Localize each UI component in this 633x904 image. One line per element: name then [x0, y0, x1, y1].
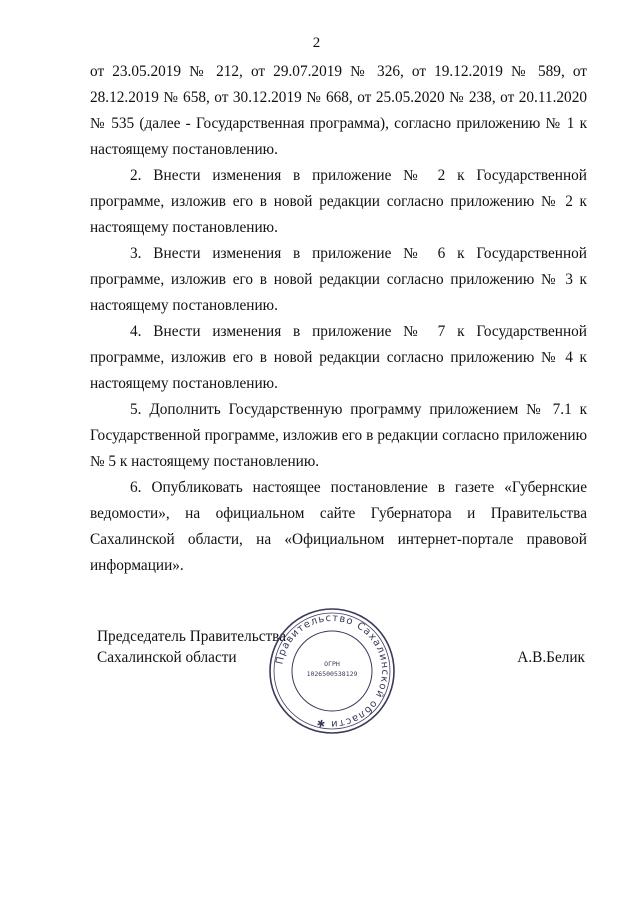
signatory-title-line1: Председатель Правительства — [97, 628, 286, 645]
svg-text:1026500538129: 1026500538129 — [306, 670, 358, 678]
signatory-name: А.В.Белик — [517, 649, 585, 666]
paragraph-item-6: 6. Опубликовать настоящее постановление в газете «Губернские ведомости», на официальном сайте Губернатора и Правительства Сахалинской области, на «Официальном интернет-портале правовой информации». — [90, 479, 587, 574]
page-number: 2 — [312, 35, 321, 51]
svg-text:Правительство Сахалинской обла: Правительство Сахалинской области ✱ — [274, 612, 391, 730]
signature-block — [97, 626, 286, 668]
paragraph-continuation: от 23.05.2019 № 212, от 29.07.2019 № 326, от 19.12.2019 № 589, от 28.12.2019 № 658, от 30.12.2019 № 668, от 25.05.2020 № 238, от 20.11.2020 № 535 (далее - Государственная программа), согласно приложению № 1 к настоящему постановлению. — [90, 63, 587, 158]
paragraph-item-3: 3. Внести изменения в приложение № 6 к Государственной программе, изложив его в новой редакции согласно приложению № 3 к настоящему постановлению. — [90, 245, 587, 314]
official-seal — [267, 606, 397, 736]
document-body — [90, 59, 587, 579]
paragraph-item-2: 2. Внести изменения в приложение № 2 к Государственной программе, изложив его в новой редакции согласно приложению № 2 к настоящему постановлению. — [90, 167, 587, 236]
signatory-title-line2: Сахалинской области — [97, 649, 237, 666]
svg-text:ОГРН: ОГРН — [324, 660, 340, 668]
paragraph-item-5: 5. Дополнить Государственную программу приложением № 7.1 к Государственной программе, изложив его в редакции согласно приложению № 5 к настоящему постановлению. — [90, 401, 587, 470]
paragraph-item-4: 4. Внести изменения в приложение № 7 к Государственной программе, изложив его в новой редакции согласно приложению № 4 к настоящему постановлению. — [90, 323, 587, 392]
